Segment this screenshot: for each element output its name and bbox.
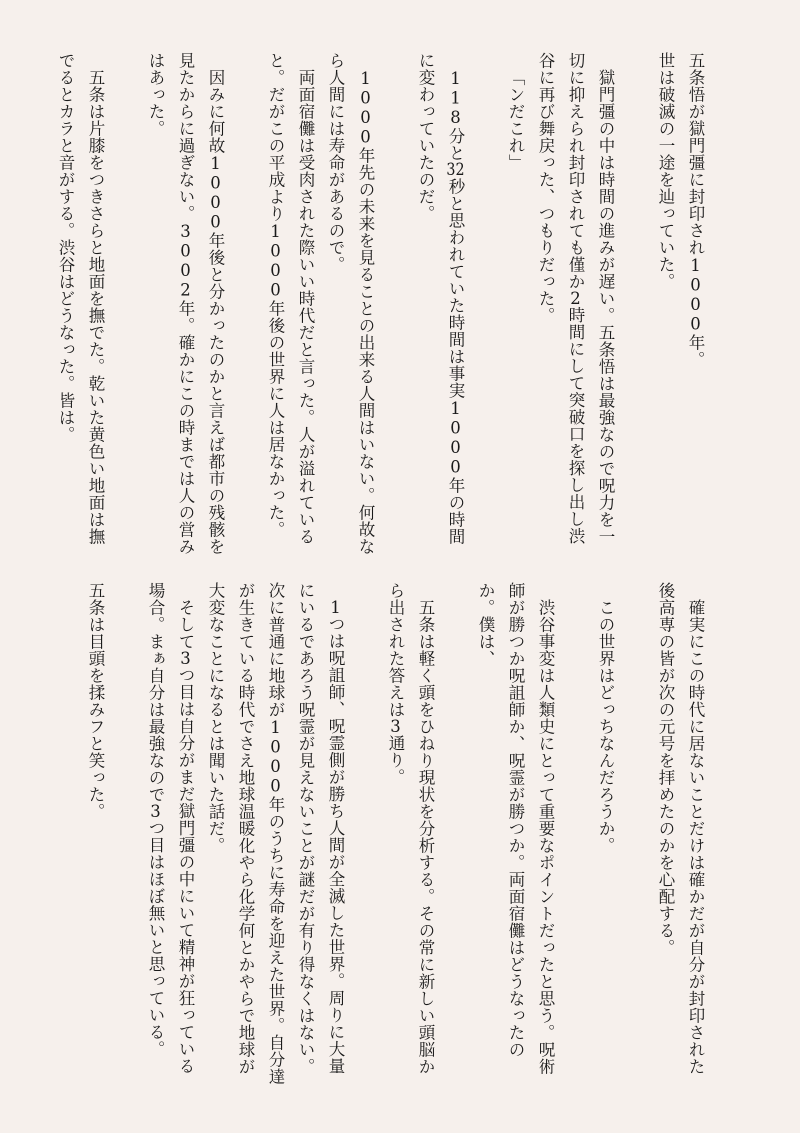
paragraph: 確実にこの時代に居ないことだけは確かだが自分が封印された後高専の皆が次の元号を拝めたのかを心配する。 (656, 582, 705, 1075)
paragraph: 1000年先の未来を見ることの出来る人間はいない。何故なら人間には寿命があるので。 (326, 52, 375, 555)
blank-line (110, 52, 140, 557)
number-run: 1000 (446, 398, 465, 477)
blank-line (620, 52, 650, 557)
number-run: 3002 (176, 222, 195, 300)
paragraph: 五条は目頭を揉みフと笑った。 (86, 582, 105, 820)
paragraph: 118分と32秒と思われていた時間は事実1000年の時間に変わっていたのだ。 (416, 52, 465, 545)
blank-line (560, 582, 590, 1087)
blank-line (620, 582, 650, 1087)
blank-line (110, 582, 140, 1087)
number-run: 1000 (206, 153, 225, 232)
paragraph: 渋谷事変は人類史にとって重要なポイントだったと思う。呪術師が勝つか呪詛師か、呪霊が勝つか。両面宿儺はどうなったのか。僕は、 (476, 582, 555, 1075)
number-run: 118 (446, 68, 465, 127)
paragraph: 因みに何故1000年後と分かったのかと言えば都市の残骸を見たからに過ぎない。3002年。確かにこの時までは人の営みはあった。 (146, 52, 225, 555)
paragraph: 獄門彊の中は時間の進みが遅い。五条悟は最強なので呪力を一切に抑えられ封印されても僅か2時間にして突破口を探し出し渋谷に再び舞戻った、つもりだった。 (536, 52, 615, 545)
top-text-block (56, 52, 710, 557)
paragraph: 世は破滅の一途を辿っていた。 (656, 52, 675, 290)
paragraph: そして3つ目は自分がまだ獄門彊の中にいて精神が狂っている場合。まぁ自分は最強なので3つ目はほぼ無いと思っている。 (146, 582, 195, 1074)
paragraph: 1つは呪詛師、呪霊側が勝ち人間が全滅した世界。周りに大量にいるであろう呪霊が見えないことが謎だが有り得なくはない。 (296, 582, 345, 1075)
blank-line (380, 52, 410, 557)
paragraph: 「ンだこれ」 (506, 68, 525, 171)
paragraph: 両面宿儺は受肉された際いい時代だと言った。人が溢れていると。だがこの平成より1000年後の世界に人は居なかった。 (266, 52, 315, 545)
number-run: 1 (330, 598, 341, 615)
bottom-text-block (86, 582, 710, 1087)
number-run: 32 (446, 161, 465, 178)
number-run: 1000 (266, 222, 285, 300)
paragraph: 五条は片膝をつきさらと地面を撫でた。乾いた黄色い地面は撫でるとカラと音がする。渋谷はどうなった。皆は。 (56, 52, 105, 545)
paragraph: 五条は軽く頭をひねり現状を分析する。その常に新しい頭脳から出された答えは3通り。 (386, 582, 435, 1075)
number-run: 3 (180, 649, 191, 666)
number-run: 1000 (686, 256, 705, 334)
paragraph: 次に普通に地球が1000年のうちに寿命を迎えた世界。自分達が生きている時代でさえ地球温暖化やら化学何とかやらで地球が大変なことになるとは聞いた話だ。 (206, 582, 285, 1085)
number-run: 2 (570, 290, 581, 307)
number-run: 1000 (266, 718, 285, 796)
number-run: 3 (390, 718, 401, 735)
paragraph: この世界はどっちなんだろうか。 (596, 598, 615, 854)
blank-line (470, 52, 500, 557)
blank-line (350, 582, 380, 1087)
blank-line (230, 52, 260, 557)
blank-line (440, 582, 470, 1087)
number-run: 1000 (356, 68, 375, 147)
number-run: 3 (150, 803, 161, 820)
paragraph: 五条悟が獄門彊に封印され1000年。 (686, 52, 705, 368)
